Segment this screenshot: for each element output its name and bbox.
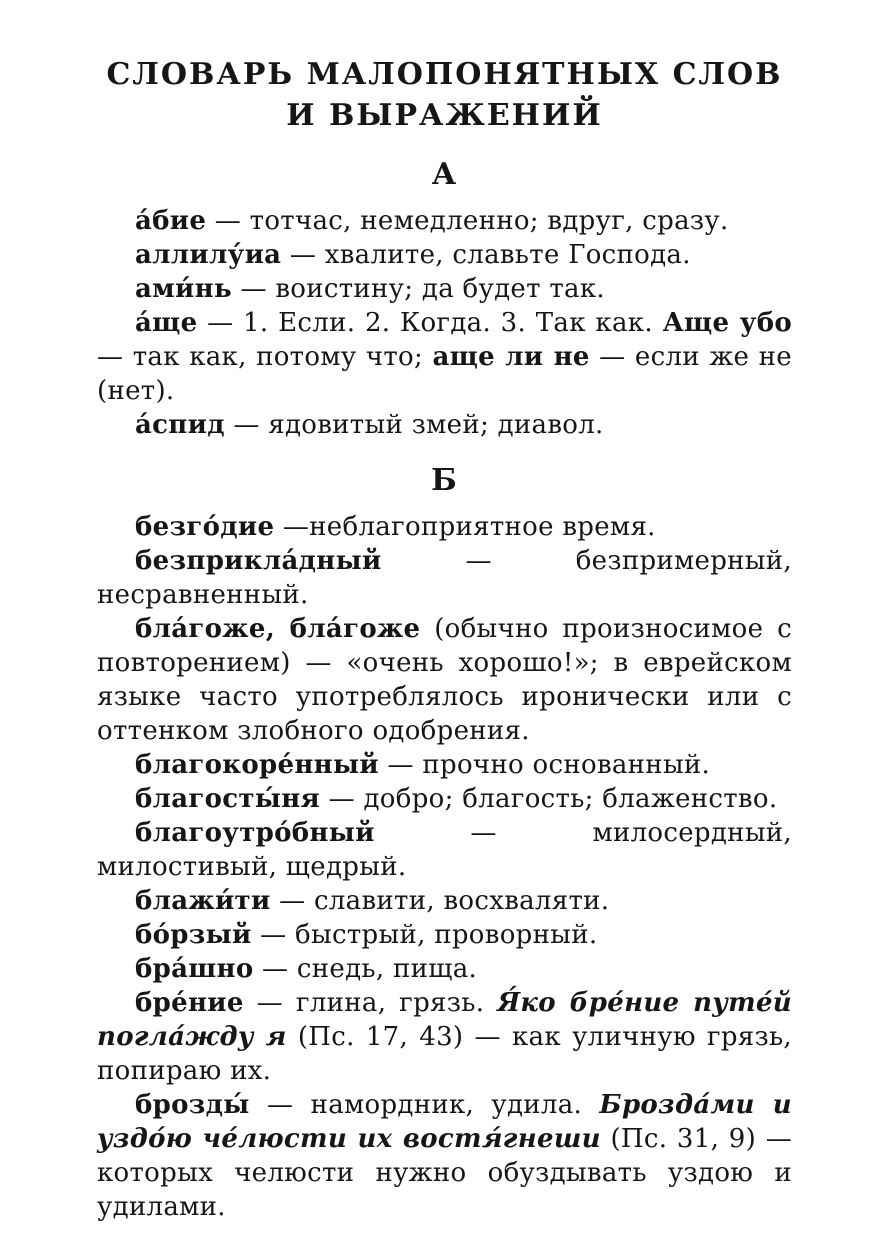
entry-term: благокоре́нный — [135, 750, 379, 780]
entry-definition: — глина, грязь. — [243, 988, 498, 1018]
entry-definition: — воистину; да будет так. — [231, 274, 605, 304]
entry-definition: — тотчас, немедленно; вдруг, сразу. — [206, 206, 729, 236]
entry-term: благосты́ня — [135, 784, 321, 814]
entry-definition: — так как, потому что; — [97, 342, 433, 372]
entry-definition: — хвалите, славьте Господа. — [281, 240, 691, 270]
entry-term: бла́гоже, бла́гоже — [135, 614, 421, 644]
entry-definition: — безпримерный, несравненный. — [97, 546, 792, 610]
entry-term: а́бие — [135, 206, 207, 236]
page-title-line2: И ВЫРАЖЕНИЙ — [286, 98, 603, 133]
entry-definition: — 1. Если. 2. Когда. 3. Так как. — [197, 308, 663, 338]
entry-term: аллилу́иа — [135, 240, 282, 270]
entry-term: а́спид — [135, 410, 225, 440]
entry-definition: — милосердный, милостивый, щедрый. — [97, 818, 792, 882]
scripture-quote: Брозда́ми и уздо́ю че́люсти их востя́гнеши — [97, 1090, 792, 1154]
entry-definition: — славити, восхваляти. — [270, 886, 610, 916]
dictionary-entry — [97, 986, 792, 1088]
entry-definition: — снедь, пища. — [253, 954, 478, 984]
page-title-line1: СЛОВАРЬ МАЛОПОНЯТНЫХ СЛОВ — [106, 57, 783, 92]
dictionary-body — [97, 156, 792, 1224]
section-letter-heading: А — [431, 157, 458, 192]
entry-term: бра́шно — [135, 954, 254, 984]
entry-term: аще ли не — [432, 342, 590, 372]
entry-term: брозды́ — [135, 1090, 250, 1120]
dictionary-entry — [97, 952, 792, 986]
dictionary-entry — [97, 238, 792, 272]
dictionary-entry — [97, 918, 792, 952]
dictionary-entry — [97, 816, 792, 884]
entry-term: Аще убо — [662, 308, 792, 338]
entry-definition: — если же не (нет). — [97, 342, 792, 406]
entry-term: ами́нь — [135, 274, 232, 304]
dictionary-entry — [97, 510, 792, 544]
scripture-quote: Я́ко бре́ние путе́й погла́жду я — [97, 988, 792, 1052]
dictionary-entry — [97, 748, 792, 782]
dictionary-entry — [97, 204, 792, 238]
entry-definition: — намордник, удила. — [249, 1090, 600, 1120]
page-title — [97, 54, 792, 136]
entry-term: блажи́ти — [135, 886, 271, 916]
dictionary-entry — [97, 782, 792, 816]
entry-term: бо́рзый — [135, 920, 252, 950]
dictionary-entry — [97, 272, 792, 306]
dictionary-entry — [97, 1088, 792, 1224]
dictionary-entry — [97, 884, 792, 918]
entry-definition: (обычно произносимое с повторением) — «очень хорошо!»; в еврейском языке часто употреблялось иронически или с оттенком злобного одобрения. — [97, 614, 792, 746]
dictionary-entry — [97, 306, 792, 408]
section-letter-heading: Б — [431, 463, 458, 498]
entry-definition: —неблагоприятное время. — [274, 512, 656, 542]
entry-definition: (Пс. 31, 9) — которых челюсти нужно обуздывать уздою и удилами. — [97, 1124, 793, 1222]
dictionary-entry — [97, 408, 792, 442]
entry-term: а́ще — [135, 308, 198, 338]
entry-term: бре́ние — [135, 988, 244, 1018]
entry-definition: — прочно основанный. — [378, 750, 711, 780]
entry-term: безго́дие — [135, 512, 275, 542]
dictionary-entry — [97, 544, 792, 612]
entry-definition: — добро; благость; блаженство. — [320, 784, 778, 814]
entry-term: безприкла́дный — [135, 546, 382, 576]
dictionary-entry — [97, 612, 792, 748]
entry-definition: (Пс. 17, 43) — как уличную грязь, попираю их. — [97, 1022, 792, 1086]
entry-definition: — ядовитый змей; диавол. — [224, 410, 604, 440]
entry-term: благоутро́бный — [135, 818, 375, 848]
entry-definition: — быстрый, проворный. — [251, 920, 598, 950]
